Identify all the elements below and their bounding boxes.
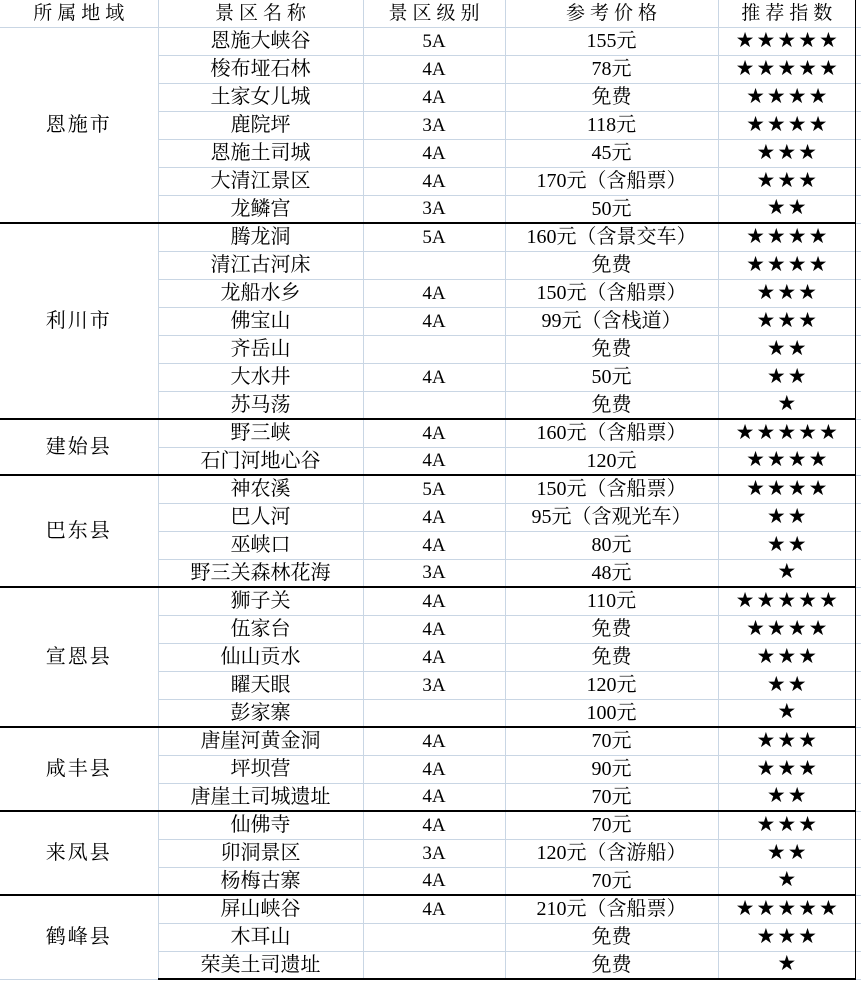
price-cell: 免费	[505, 83, 718, 111]
star-rating: ★★★	[718, 923, 856, 951]
spot-name-cell: 彭家寨	[158, 699, 363, 727]
price-cell: 150元（含船票）	[505, 279, 718, 307]
level-cell: 4A	[363, 55, 505, 83]
gridline-margin-strip	[856, 0, 861, 985]
star-rating: ★★	[718, 671, 856, 699]
spot-name-cell: 卯洞景区	[158, 839, 363, 867]
spot-name-cell: 荣美土司遗址	[158, 951, 363, 979]
spot-name-cell: 神农溪	[158, 475, 363, 503]
spot-name-cell: 龙鳞宫	[158, 195, 363, 223]
region-cell: 利川市	[0, 223, 158, 419]
level-cell: 4A	[363, 615, 505, 643]
star-rating: ★★★★	[718, 615, 856, 643]
star-rating: ★★★★	[718, 475, 856, 503]
spot-name-cell: 梭布垭石林	[158, 55, 363, 83]
star-rating: ★★★★	[718, 83, 856, 111]
star-rating: ★★★	[718, 307, 856, 335]
spot-name-cell: 屏山峡谷	[158, 895, 363, 923]
region-cell: 咸丰县	[0, 727, 158, 811]
level-cell: 3A	[363, 559, 505, 587]
region-cell: 来凤县	[0, 811, 158, 895]
price-cell: 80元	[505, 531, 718, 559]
col-header-rating: 推荐指数	[718, 0, 856, 27]
price-cell: 70元	[505, 727, 718, 755]
table-row	[0, 587, 856, 615]
level-cell: 4A	[363, 811, 505, 839]
spot-name-cell: 巫峡口	[158, 531, 363, 559]
star-rating: ★★★★★	[718, 895, 856, 923]
price-cell: 免费	[505, 251, 718, 279]
price-cell: 免费	[505, 335, 718, 363]
level-cell	[363, 251, 505, 279]
level-cell: 4A	[363, 503, 505, 531]
star-rating: ★★★★	[718, 223, 856, 251]
spot-name-cell: 清江古河床	[158, 251, 363, 279]
price-cell: 95元（含观光车）	[505, 503, 718, 531]
price-cell: 120元（含游船）	[505, 839, 718, 867]
table-row	[0, 895, 856, 923]
level-cell: 5A	[363, 223, 505, 251]
price-cell: 99元（含栈道）	[505, 307, 718, 335]
col-header-region: 所属地域	[0, 0, 158, 27]
level-cell	[363, 699, 505, 727]
star-rating: ★★★	[718, 755, 856, 783]
star-rating: ★★★★★	[718, 27, 856, 55]
star-rating: ★★	[718, 531, 856, 559]
level-cell	[363, 951, 505, 979]
level-cell: 4A	[363, 727, 505, 755]
col-header-level: 景区级别	[363, 0, 505, 27]
price-cell: 70元	[505, 783, 718, 811]
spot-name-cell: 齐岳山	[158, 335, 363, 363]
price-cell: 110元	[505, 587, 718, 615]
table-row	[0, 811, 856, 839]
level-cell: 4A	[363, 447, 505, 475]
price-cell: 50元	[505, 363, 718, 391]
table-row	[0, 727, 856, 755]
star-rating: ★	[718, 951, 856, 979]
spot-name-cell: 野三峡	[158, 419, 363, 447]
table-row	[0, 27, 856, 55]
price-cell: 48元	[505, 559, 718, 587]
spot-name-cell: 大清江景区	[158, 167, 363, 195]
price-cell: 155元	[505, 27, 718, 55]
level-cell: 4A	[363, 419, 505, 447]
level-cell: 4A	[363, 587, 505, 615]
level-cell: 5A	[363, 475, 505, 503]
level-cell: 4A	[363, 83, 505, 111]
spot-name-cell: 唐崖土司城遗址	[158, 783, 363, 811]
price-cell: 免费	[505, 923, 718, 951]
spot-name-cell: 苏马荡	[158, 391, 363, 419]
spot-name-cell: 仙山贡水	[158, 643, 363, 671]
level-cell: 3A	[363, 195, 505, 223]
col-header-price: 参考价格	[505, 0, 718, 27]
level-cell	[363, 391, 505, 419]
level-cell: 4A	[363, 139, 505, 167]
spot-name-cell: 恩施大峡谷	[158, 27, 363, 55]
spot-name-cell: 腾龙洞	[158, 223, 363, 251]
level-cell: 4A	[363, 531, 505, 559]
star-rating: ★★	[718, 195, 856, 223]
table-row	[0, 475, 856, 503]
star-rating: ★★	[718, 839, 856, 867]
price-cell: 90元	[505, 755, 718, 783]
price-cell: 170元（含船票）	[505, 167, 718, 195]
star-rating: ★★★★	[718, 251, 856, 279]
region-cell: 建始县	[0, 419, 158, 475]
star-rating: ★★★★★	[718, 55, 856, 83]
star-rating: ★★★	[718, 811, 856, 839]
spot-name-cell: 鹿院坪	[158, 111, 363, 139]
level-cell: 4A	[363, 783, 505, 811]
price-cell: 160元（含景交车）	[505, 223, 718, 251]
price-cell: 120元	[505, 671, 718, 699]
price-cell: 100元	[505, 699, 718, 727]
star-rating: ★★	[718, 335, 856, 363]
spot-name-cell: 矅天眼	[158, 671, 363, 699]
header-row	[0, 0, 856, 27]
spot-name-cell: 龙船水乡	[158, 279, 363, 307]
price-cell: 118元	[505, 111, 718, 139]
table-row	[0, 223, 856, 251]
price-cell: 免费	[505, 615, 718, 643]
star-rating: ★★	[718, 783, 856, 811]
region-cell: 宣恩县	[0, 587, 158, 727]
spot-name-cell: 石门河地心谷	[158, 447, 363, 475]
spot-name-cell: 巴人河	[158, 503, 363, 531]
level-cell: 3A	[363, 839, 505, 867]
level-cell: 3A	[363, 111, 505, 139]
level-cell: 4A	[363, 279, 505, 307]
spot-name-cell: 坪坝营	[158, 755, 363, 783]
region-cell: 巴东县	[0, 475, 158, 587]
price-cell: 150元（含船票）	[505, 475, 718, 503]
star-rating: ★	[718, 867, 856, 895]
table-row	[0, 419, 856, 447]
star-rating: ★★★★★	[718, 587, 856, 615]
spot-name-cell: 大水井	[158, 363, 363, 391]
star-rating: ★★★	[718, 279, 856, 307]
star-rating: ★	[718, 391, 856, 419]
star-rating: ★★	[718, 503, 856, 531]
price-cell: 免费	[505, 951, 718, 979]
spot-name-cell: 伍家台	[158, 615, 363, 643]
spot-name-cell: 土家女儿城	[158, 83, 363, 111]
price-cell: 50元	[505, 195, 718, 223]
level-cell: 5A	[363, 27, 505, 55]
price-cell: 免费	[505, 391, 718, 419]
level-cell: 4A	[363, 167, 505, 195]
star-rating: ★★	[718, 363, 856, 391]
level-cell: 4A	[363, 867, 505, 895]
price-cell: 45元	[505, 139, 718, 167]
level-cell: 4A	[363, 363, 505, 391]
price-cell: 210元（含船票）	[505, 895, 718, 923]
spot-name-cell: 狮子关	[158, 587, 363, 615]
level-cell	[363, 335, 505, 363]
star-rating: ★★★	[718, 643, 856, 671]
price-cell: 78元	[505, 55, 718, 83]
level-cell: 3A	[363, 671, 505, 699]
spot-name-cell: 木耳山	[158, 923, 363, 951]
level-cell: 4A	[363, 643, 505, 671]
spot-name-cell: 仙佛寺	[158, 811, 363, 839]
price-cell: 70元	[505, 867, 718, 895]
price-cell: 120元	[505, 447, 718, 475]
spot-name-cell: 恩施土司城	[158, 139, 363, 167]
spot-name-cell: 野三关森林花海	[158, 559, 363, 587]
level-cell: 4A	[363, 307, 505, 335]
price-cell: 70元	[505, 811, 718, 839]
star-rating: ★★★★	[718, 447, 856, 475]
spot-name-cell: 佛宝山	[158, 307, 363, 335]
star-rating: ★	[718, 559, 856, 587]
star-rating: ★★★★	[718, 111, 856, 139]
level-cell	[363, 923, 505, 951]
star-rating: ★	[718, 699, 856, 727]
region-cell: 恩施市	[0, 27, 158, 223]
price-cell: 免费	[505, 643, 718, 671]
region-cell: 鹤峰县	[0, 895, 158, 979]
price-cell: 160元（含船票）	[505, 419, 718, 447]
star-rating: ★★★	[718, 139, 856, 167]
level-cell: 4A	[363, 755, 505, 783]
star-rating: ★★★	[718, 727, 856, 755]
level-cell: 4A	[363, 895, 505, 923]
col-header-name: 景区名称	[158, 0, 363, 27]
star-rating: ★★★★★	[718, 419, 856, 447]
spot-name-cell: 杨梅古寨	[158, 867, 363, 895]
star-rating: ★★★	[718, 167, 856, 195]
spot-name-cell: 唐崖河黄金洞	[158, 727, 363, 755]
